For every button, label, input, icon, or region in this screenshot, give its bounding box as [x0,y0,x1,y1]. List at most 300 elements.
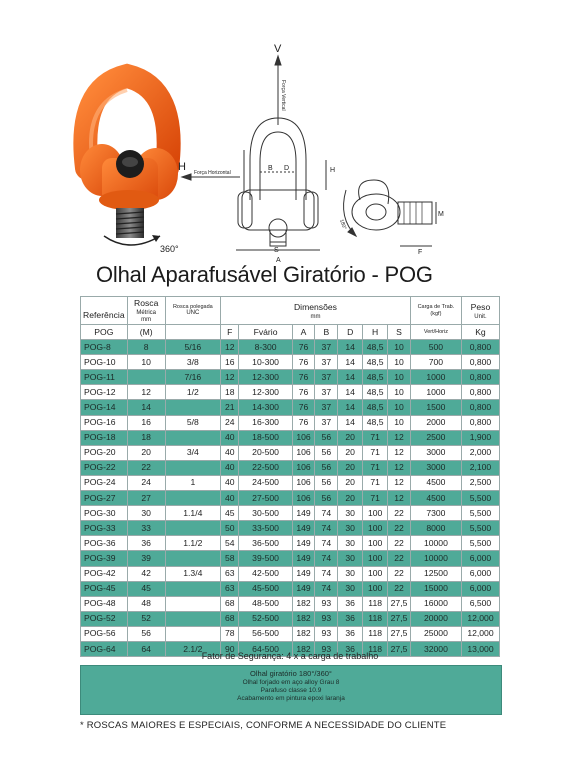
cell-fv: 33-500 [239,521,292,536]
table-row [81,445,500,460]
cell-fv: 16-300 [239,415,292,430]
cell-fv: 64-500 [239,641,292,656]
cell-a: 149 [292,551,315,566]
cell-fv: 48-500 [239,596,292,611]
note-line-1: Olhal giratório 180°/360° [250,669,332,678]
cell-m: 20 [127,445,165,460]
cell-f: 68 [221,596,239,611]
cell-peso: 0,800 [461,355,499,370]
dim-b: B [268,165,273,172]
dim-h: H [330,167,336,174]
cell-a: 182 [292,596,315,611]
cell-d: 30 [338,566,363,581]
header-rosca-polegada: Rosca polegada UNC [165,297,220,325]
v-label: V [274,43,282,55]
header-rosca: Rosca Métrica mm [127,297,165,325]
cell-a: 182 [292,611,315,626]
cell-h: 100 [363,566,388,581]
cell-carga: 1500 [410,400,461,415]
cell-fv: 12-300 [239,385,292,400]
cell-s: 10 [388,355,411,370]
cell-m: 18 [127,430,165,445]
cell-ref: POG-12 [81,385,128,400]
cell-a: 149 [292,536,315,551]
cell-m: 64 [127,641,165,656]
cell-f: 68 [221,611,239,626]
cell-s: 12 [388,430,411,445]
subheader-carga: Vert/Horiz [410,325,461,340]
table-row [81,491,500,506]
cell-fv: 20-500 [239,445,292,460]
cell-b: 93 [315,626,338,641]
table-row [81,551,500,566]
cell-a: 106 [292,475,315,490]
cell-f: 12 [221,370,239,385]
cell-s: 12 [388,445,411,460]
cell-d: 20 [338,491,363,506]
cell-fv: 42-500 [239,566,292,581]
cell-unc: 1.3/4 [165,566,220,581]
subheader-b: B [315,325,338,340]
dim-f: F [418,249,423,256]
cell-a: 106 [292,460,315,475]
cell-h: 118 [363,611,388,626]
cell-f: 16 [221,355,239,370]
cell-f: 78 [221,626,239,641]
cell-unc [165,491,220,506]
cell-fv: 8-300 [239,340,292,355]
cell-unc: 1/2 [165,385,220,400]
cell-s: 27,5 [388,611,411,626]
cell-ref: POG-45 [81,581,128,596]
cell-fv: 30-500 [239,506,292,521]
cell-peso: 6,500 [461,596,499,611]
cell-a: 106 [292,430,315,445]
cell-unc: 1.1/2 [165,536,220,551]
subheader-m: (M) [127,325,165,340]
cell-a: 182 [292,626,315,641]
header-carga: Carga de Trab. (kgf) [410,297,461,325]
cell-unc: 5/8 [165,415,220,430]
cell-a: 76 [292,340,315,355]
cell-m: 48 [127,596,165,611]
cell-f: 90 [221,641,239,656]
cell-h: 48,5 [363,370,388,385]
cell-fv: 14-300 [239,400,292,415]
cell-unc [165,460,220,475]
cell-peso: 13,000 [461,641,499,656]
cell-f: 40 [221,430,239,445]
cell-h: 71 [363,430,388,445]
table-row [81,460,500,475]
cell-d: 20 [338,430,363,445]
cell-unc [165,626,220,641]
cell-unc [165,400,220,415]
cell-d: 30 [338,536,363,551]
cell-h: 71 [363,460,388,475]
table-row [81,355,500,370]
cell-carga: 7300 [410,506,461,521]
cell-carga: 20000 [410,611,461,626]
cell-a: 76 [292,385,315,400]
cell-s: 22 [388,566,411,581]
cell-f: 18 [221,385,239,400]
cell-fv: 45-500 [239,581,292,596]
cell-s: 22 [388,551,411,566]
cell-peso: 5,500 [461,506,499,521]
cell-d: 36 [338,641,363,656]
cell-a: 76 [292,415,315,430]
header-dimensoes: Dimensões mm [221,297,411,325]
cell-unc [165,581,220,596]
cell-f: 63 [221,581,239,596]
cell-b: 37 [315,400,338,415]
cell-d: 14 [338,415,363,430]
cell-d: 14 [338,400,363,415]
cell-unc: 1 [165,475,220,490]
table-row [81,626,500,641]
cell-unc [165,596,220,611]
cell-carga: 25000 [410,626,461,641]
cell-m: 42 [127,566,165,581]
cell-b: 37 [315,415,338,430]
cell-b: 37 [315,370,338,385]
cell-unc: 1.1/4 [165,506,220,521]
cell-s: 12 [388,475,411,490]
cell-d: 14 [338,340,363,355]
footnote: * ROSCAS MAIORES E ESPECIAIS, CONFORME A NECESSIDADE DO CLIENTE [80,720,447,731]
table-row [81,596,500,611]
header-peso: Peso Unit. [461,297,499,325]
cell-f: 40 [221,491,239,506]
cell-ref: POG-33 [81,521,128,536]
cell-peso: 6,000 [461,551,499,566]
cell-ref: POG-10 [81,355,128,370]
cell-unc: 3/4 [165,445,220,460]
cell-b: 56 [315,460,338,475]
cell-carga: 4500 [410,475,461,490]
cell-a: 76 [292,355,315,370]
table-row [81,475,500,490]
subheader-fvario: Fvário [239,325,292,340]
cell-ref: POG-27 [81,491,128,506]
cell-d: 30 [338,506,363,521]
cell-ref: POG-20 [81,445,128,460]
subheader-d: D [338,325,363,340]
cell-s: 27,5 [388,641,411,656]
cell-unc [165,430,220,445]
cell-h: 100 [363,536,388,551]
cell-d: 36 [338,611,363,626]
table-row [81,430,500,445]
cell-d: 20 [338,475,363,490]
cell-peso: 12,000 [461,626,499,641]
cell-b: 56 [315,475,338,490]
cell-b: 37 [315,355,338,370]
cell-carga: 2500 [410,430,461,445]
cell-ref: POG-42 [81,566,128,581]
cell-s: 22 [388,506,411,521]
cell-carga: 12500 [410,566,461,581]
cell-d: 14 [338,385,363,400]
cell-ref: POG-39 [81,551,128,566]
cell-s: 27,5 [388,596,411,611]
cell-f: 63 [221,566,239,581]
h-label: H [178,161,186,173]
cell-b: 74 [315,551,338,566]
cell-s: 10 [388,385,411,400]
cell-h: 71 [363,491,388,506]
cell-peso: 2,100 [461,460,499,475]
cell-f: 24 [221,415,239,430]
table-row [81,521,500,536]
cell-carga: 10000 [410,536,461,551]
cell-ref: POG-22 [81,460,128,475]
cell-m: 36 [127,536,165,551]
note-line-2: Olhal forjado em aço alloy Grau 8 [242,679,340,686]
cell-carga: 10000 [410,551,461,566]
cell-d: 20 [338,445,363,460]
cell-f: 21 [221,400,239,415]
cell-m: 24 [127,475,165,490]
table-row [81,370,500,385]
subheader-kg: Kg [461,325,499,340]
cell-carga: 4500 [410,491,461,506]
cell-d: 20 [338,460,363,475]
cell-f: 58 [221,551,239,566]
cell-peso: 2,500 [461,475,499,490]
cell-carga: 3000 [410,460,461,475]
cell-b: 56 [315,491,338,506]
cell-carga: 3000 [410,445,461,460]
cell-fv: 52-500 [239,611,292,626]
cell-d: 14 [338,370,363,385]
cell-b: 56 [315,445,338,460]
cell-fv: 24-500 [239,475,292,490]
cell-fv: 22-500 [239,460,292,475]
cell-fv: 27-500 [239,491,292,506]
subheader-blank [165,325,220,340]
cell-d: 36 [338,626,363,641]
cell-ref: POG-48 [81,596,128,611]
cell-b: 74 [315,566,338,581]
subheader-s: S [388,325,411,340]
cell-ref: POG-8 [81,340,128,355]
cell-unc [165,521,220,536]
cell-ref: POG-18 [81,430,128,445]
cell-carga: 32000 [410,641,461,656]
cell-m: 30 [127,506,165,521]
table-row [81,581,500,596]
horizontal-force-label: Força Horizontal [194,170,231,176]
cell-f: 45 [221,506,239,521]
cell-carga: 500 [410,340,461,355]
cell-a: 106 [292,491,315,506]
dim-d: D [284,165,290,172]
cell-a: 76 [292,400,315,415]
cell-h: 118 [363,626,388,641]
cell-peso: 2,000 [461,445,499,460]
cell-ref: POG-30 [81,506,128,521]
cell-unc [165,551,220,566]
cell-carga: 15000 [410,581,461,596]
cell-m [127,370,165,385]
cell-m: 22 [127,460,165,475]
notes-box [80,665,502,715]
cell-carga: 8000 [410,521,461,536]
cell-a: 149 [292,566,315,581]
cell-unc: 5/16 [165,340,220,355]
cell-h: 118 [363,641,388,656]
cell-ref: POG-36 [81,536,128,551]
cell-h: 100 [363,551,388,566]
cell-ref: POG-24 [81,475,128,490]
note-line-4: Acabamento em pintura epoxi laranja [237,695,345,702]
cell-s: 22 [388,581,411,596]
cell-ref: POG-52 [81,611,128,626]
dim-m: M [438,211,444,218]
cell-m: 8 [127,340,165,355]
cell-carga: 2000 [410,415,461,430]
cell-peso: 5,500 [461,521,499,536]
cell-ref: POG-56 [81,626,128,641]
cell-a: 76 [292,370,315,385]
cell-fv: 18-500 [239,430,292,445]
spec-table [80,296,500,657]
cell-a: 182 [292,641,315,656]
table-row [81,611,500,626]
cell-fv: 39-500 [239,551,292,566]
cell-a: 149 [292,581,315,596]
cell-b: 93 [315,611,338,626]
cell-f: 40 [221,445,239,460]
cell-peso: 0,800 [461,340,499,355]
cell-h: 48,5 [363,415,388,430]
cell-f: 40 [221,475,239,490]
cell-unc [165,611,220,626]
cell-f: 54 [221,536,239,551]
cell-peso: 0,800 [461,385,499,400]
table-row [81,385,500,400]
cell-d: 30 [338,521,363,536]
subheader-pog: POG [81,325,128,340]
cell-a: 149 [292,521,315,536]
technical-diagram [178,40,468,270]
cell-ref: POG-14 [81,400,128,415]
cell-a: 149 [292,506,315,521]
cell-h: 71 [363,445,388,460]
note-line-3: Parafuso classe 10.9 [260,687,322,694]
page-title: Olhal Aparafusável Giratório - POG [96,262,433,287]
cell-carga: 1000 [410,370,461,385]
cell-d: 30 [338,551,363,566]
subheader-h: H [363,325,388,340]
cell-h: 100 [363,521,388,536]
vertical-force-label: Força Vertical [280,80,286,111]
cell-fv: 12-300 [239,370,292,385]
cell-b: 93 [315,596,338,611]
subheader-a: A [292,325,315,340]
cell-b: 74 [315,506,338,521]
cell-f: 50 [221,521,239,536]
cell-ref: POG-16 [81,415,128,430]
cell-carga: 700 [410,355,461,370]
cell-s: 12 [388,460,411,475]
cell-peso: 6,000 [461,566,499,581]
cell-b: 74 [315,521,338,536]
cell-h: 100 [363,506,388,521]
table-row [81,340,500,355]
cell-h: 118 [363,596,388,611]
table-row [81,536,500,551]
table-row [81,400,500,415]
cell-h: 48,5 [363,400,388,415]
cell-a: 106 [292,445,315,460]
cell-s: 10 [388,370,411,385]
cell-f: 40 [221,460,239,475]
cell-s: 10 [388,415,411,430]
cell-s: 22 [388,536,411,551]
cell-b: 74 [315,536,338,551]
cell-m: 45 [127,581,165,596]
cell-m: 39 [127,551,165,566]
cell-d: 36 [338,596,363,611]
cell-carga: 16000 [410,596,461,611]
cell-h: 48,5 [363,355,388,370]
cell-unc: 2.1/2 [165,641,220,656]
cell-m: 56 [127,626,165,641]
dim-s: S [274,247,279,254]
cell-d: 30 [338,581,363,596]
cell-fv: 36-500 [239,536,292,551]
table-row [81,415,500,430]
cell-carga: 1000 [410,385,461,400]
cell-d: 14 [338,355,363,370]
photo-rotation-label: 360° [160,244,179,254]
cell-ref: POG-11 [81,370,128,385]
cell-m: 16 [127,415,165,430]
cell-h: 71 [363,475,388,490]
cell-b: 37 [315,385,338,400]
rotation-label: 180° [338,218,348,231]
cell-m: 33 [127,521,165,536]
cell-peso: 0,800 [461,400,499,415]
cell-peso: 12,000 [461,611,499,626]
cell-s: 27,5 [388,626,411,641]
subheader-f: F [221,325,239,340]
cell-peso: 5,500 [461,536,499,551]
table-row [81,566,500,581]
cell-peso: 5,500 [461,491,499,506]
cell-peso: 1,900 [461,430,499,445]
header-referencia: Referência [81,297,128,325]
cell-unc: 7/16 [165,370,220,385]
cell-b: 93 [315,641,338,656]
cell-b: 56 [315,430,338,445]
cell-m: 27 [127,491,165,506]
cell-peso: 0,800 [461,415,499,430]
cell-m: 52 [127,611,165,626]
cell-peso: 0,800 [461,370,499,385]
cell-h: 48,5 [363,340,388,355]
cell-b: 74 [315,581,338,596]
cell-unc: 3/8 [165,355,220,370]
cell-s: 10 [388,340,411,355]
cell-s: 10 [388,400,411,415]
cell-b: 37 [315,340,338,355]
table-row [81,506,500,521]
dim-a: A [276,257,281,264]
